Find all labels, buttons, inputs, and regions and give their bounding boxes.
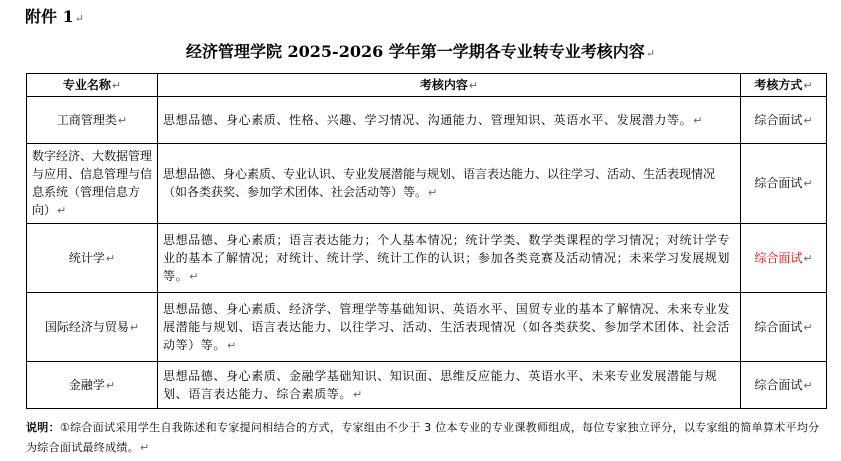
document-title: 经济管理学院 2025-2026 学年第一学期各专业转专业考核内容↵ xyxy=(185,42,656,61)
assessment-table xyxy=(26,73,827,409)
table-header-row xyxy=(27,74,827,97)
table-row xyxy=(27,97,827,144)
header-assessment-content: 考核内容↵ xyxy=(158,74,741,97)
table-row xyxy=(27,293,827,362)
assessment-content-cell: 思想品德、身心素质、金融学基础知识、知识面、思维反应能力、英语水平、未来专业发展潜能与规划、语言表达能力、综合素质等。↵ xyxy=(158,362,741,409)
assessment-method-cell: 综合面试↵ xyxy=(741,224,827,293)
attachment-label: 附件 1↵ xyxy=(25,7,84,26)
assessment-content-cell: 思想品德、身心素质、经济学、管理学等基础知识、英语水平、国贸专业的基本了解情况、未来专业发展潜能与规划、语言表达能力、以往学习、活动、生活表现情况（如各类获奖、参加学术团体、社会活动等）等。↵ xyxy=(158,293,741,362)
table-row xyxy=(27,224,827,293)
table-row xyxy=(27,362,827,409)
major-name-cell: 数字经济、大数据管理与应用、信息管理与信息系统（管理信息方向）↵ xyxy=(27,144,158,224)
assessment-method-cell: 综合面试↵ xyxy=(741,144,827,224)
assessment-content-cell: 思想品德、身心素质、专业认识、专业发展潜能与规划、语言表达能力、以往学习、活动、生活表现情况（如各类获奖、参加学术团体、社会活动等）等。↵ xyxy=(158,144,741,224)
footnote: 说明：①综合面试采用学生自我陈述和专家提问相结合的方式，专家组由不少于 3 位本专业的专业课教师组成，每位专家独立评分，以专家组的简单算术平均分为综合面试最终成绩。↵ xyxy=(26,421,820,454)
assessment-method-cell: 综合面试↵ xyxy=(741,293,827,362)
assessment-method-cell: 综合面试↵ xyxy=(741,362,827,409)
footnote-text: ①综合面试采用学生自我陈述和专家提问相结合的方式，专家组由不少于 3 位本专业的专业课教师组成，每位专家独立评分，以专家组的简单算术平均分为综合面试最终成绩。 xyxy=(26,421,820,454)
assessment-method-cell: 综合面试↵ xyxy=(741,97,827,144)
table-row xyxy=(27,144,827,224)
major-name-cell: 统计学↵ xyxy=(27,224,158,293)
assessment-content-cell: 思想品德、身心素质、性格、兴趣、学习情况、沟通能力、管理知识、英语水平、发展潜力等。↵ xyxy=(158,97,741,144)
major-name-cell: 国际经济与贸易↵ xyxy=(27,293,158,362)
major-name-cell: 工商管理类↵ xyxy=(27,97,158,144)
assessment-content-cell: 思想品德、身心素质；语言表达能力；个人基本情况；统计学类、数学类课程的学习情况；对统计学专业的基本了解情况；对统计、统计学、统计工作的认识；参加各类竞赛及活动情况；未来学习发展规划等。↵ xyxy=(158,224,741,293)
header-assessment-method: 考核方式↵ xyxy=(741,74,827,97)
header-major-name: 专业名称↵ xyxy=(27,74,158,97)
major-name-cell: 金融学↵ xyxy=(27,362,158,409)
footnote-label: 说明： xyxy=(26,421,60,434)
